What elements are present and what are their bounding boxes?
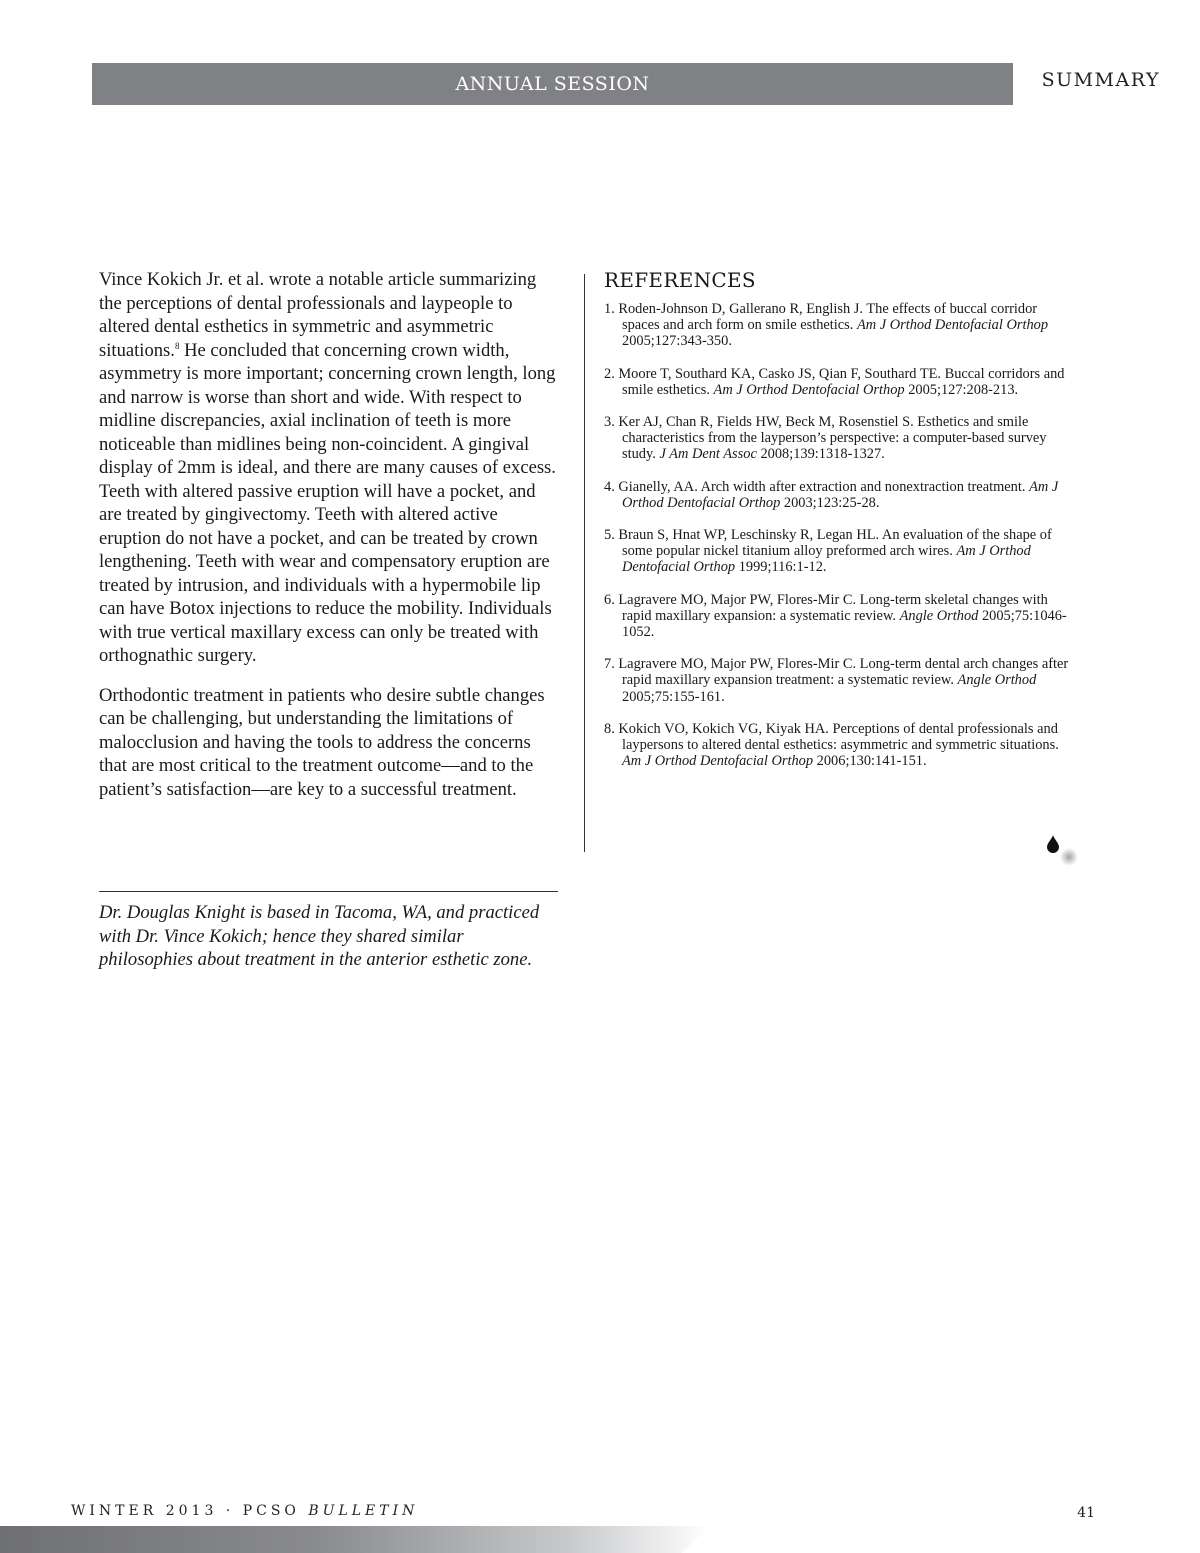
article-body: [99, 268, 561, 817]
reference-item: [604, 479, 1074, 511]
reference-journal: Angle Orthod: [899, 607, 979, 624]
references-section: [604, 268, 1074, 785]
section-header-bar: [92, 63, 1013, 105]
reference-text: 8. Kokich VO, Kokich VG, Kiyak HA. Perceptions of dental professionals and laypersons to altered dental esthetics: asymmetric and symmetric situations.: [604, 720, 1059, 754]
section-tag: SUMMARY: [1041, 69, 1160, 91]
reference-journal: Am J Orthod Dentofacial Orthop: [622, 753, 814, 770]
reference-citation: 2006;130:141-151.: [813, 753, 927, 770]
reference-citation: 2005;75:1046-1052.: [622, 607, 1067, 641]
reference-text: 7. Lagravere MO, Major PW, Flores-Mir C. Long-term dental arch changes after rapid maxillary expansion treatment: a systematic review.: [604, 656, 1069, 689]
page-number: 41: [1077, 1505, 1095, 1521]
column-divider: [584, 274, 585, 852]
body-paragraph-2: Orthodontic treatment in patients who desire subtle changes can be challenging, but understanding the limitations of malocclusion and having the tools to address the concerns that are most critical to the treatment outcome—and to the patient’s satisfaction—are key to a successful treatment.: [99, 684, 545, 800]
reference-journal: Am J Orthod Dentofacial Orthop: [856, 317, 1049, 334]
footer-bar: [0, 1526, 710, 1553]
reference-citation: 2005;127:343-350.: [622, 333, 732, 350]
reference-citation: 1999;116:1-12.: [735, 559, 827, 576]
footer-issue: [71, 1503, 418, 1519]
reference-text: 5. Braun S, Hnat WP, Leschinsky R, Legan HL. An evaluation of the shape of some popular nickel titanium alloy preformed arch wires.: [604, 527, 1052, 560]
body-paragraph-1-start: Vince Kokich Jr. et al. wrote a notable article summarizing the perceptions of dental professionals and laypeople to altered dental esthetics in symmetric and asymmetric situations.: [99, 269, 537, 361]
reference-text: 6. Lagravere MO, Major PW, Flores-Mir C. Long-term skeletal changes with rapid maxillary expansion: a systematic review.: [604, 591, 1048, 624]
reference-item: [604, 414, 1074, 463]
reference-item: [604, 721, 1074, 770]
body-paragraph-1-end: He concluded that concerning crown width, asymmetry is more important; concerning crown length, long and narrow is worse than short and wide. With respect to midline discrepancies, axial inclination of teeth is more noticeable than midlines being non-coincident. A gingival display of 2mm is ideal, and there are many causes of excess. Teeth with altered passive eruption will have a pocket, and are treated by gingivectomy. Teeth with altered active eruption do not have a pocket, and can be treated by crown lengthening. Teeth with wear and compensatory eruption are treated by intrusion, and individuals with a hypermobile lip can have Botox injections to reduce the mobility. Individuals with true vertical maxillary excess can only be treated with orthognathic surgery.: [99, 339, 556, 666]
reference-item: [604, 301, 1074, 350]
body-paragraph-1: [99, 268, 561, 668]
citation-superscript: 8: [174, 340, 180, 351]
section-title: ANNUAL SESSION: [455, 73, 650, 95]
reference-item: [604, 592, 1074, 641]
reference-journal: Am J Orthod Dentofacial Orthop: [713, 381, 905, 398]
drop-icon: [1044, 833, 1084, 873]
reference-citation: 2005;127:208-213.: [904, 381, 1019, 398]
bio-divider: [99, 891, 558, 892]
reference-text: 4. Gianelly, AA. Arch width after extraction and nonextraction treatment.: [604, 478, 1030, 495]
reference-citation: 2003;123:25-28.: [780, 494, 880, 511]
footer-issue-label: WINTER 2013 · PCSO: [71, 1503, 309, 1519]
footer-publication: BULLETIN: [308, 1503, 419, 1519]
reference-text: 1. Roden-Johnson D, Gallerano R, English J. The effects of buccal corridor spaces and arch form on smile esthetics.: [604, 301, 1038, 334]
reference-citation: 2008;139:1318-1327.: [756, 446, 885, 463]
reference-item: [604, 656, 1074, 705]
author-bio: Dr. Douglas Knight is based in Tacoma, WA, and practiced with Dr. Vince Kokich; hence they shared similar philosophies about treatment in the anterior esthetic zone.: [99, 902, 540, 970]
reference-text: 2. Moore T, Southard KA, Casko JS, Qian F, Southard TE. Buccal corridors and smile esthetics.: [604, 365, 1065, 398]
reference-item: [604, 366, 1074, 398]
reference-journal: Am J Orthod Dentofacial Orthop: [622, 478, 1059, 511]
references-heading: REFERENCES: [604, 268, 756, 292]
reference-text: 3. Ker AJ, Chan R, Fields HW, Beck M, Rosenstiel S. Esthetics and smile characteristics from the layperson’s perspective: a computer-based survey study.: [604, 414, 1047, 463]
references-list: [604, 301, 1074, 769]
reference-journal: Am J Orthod Dentofacial Orthop: [622, 543, 1031, 576]
reference-journal: Angle Orthod: [957, 672, 1037, 689]
reference-item: [604, 527, 1074, 576]
reference-journal: J Am Dent Assoc: [659, 446, 757, 463]
reference-citation: 2005;75:155-161.: [622, 688, 725, 705]
